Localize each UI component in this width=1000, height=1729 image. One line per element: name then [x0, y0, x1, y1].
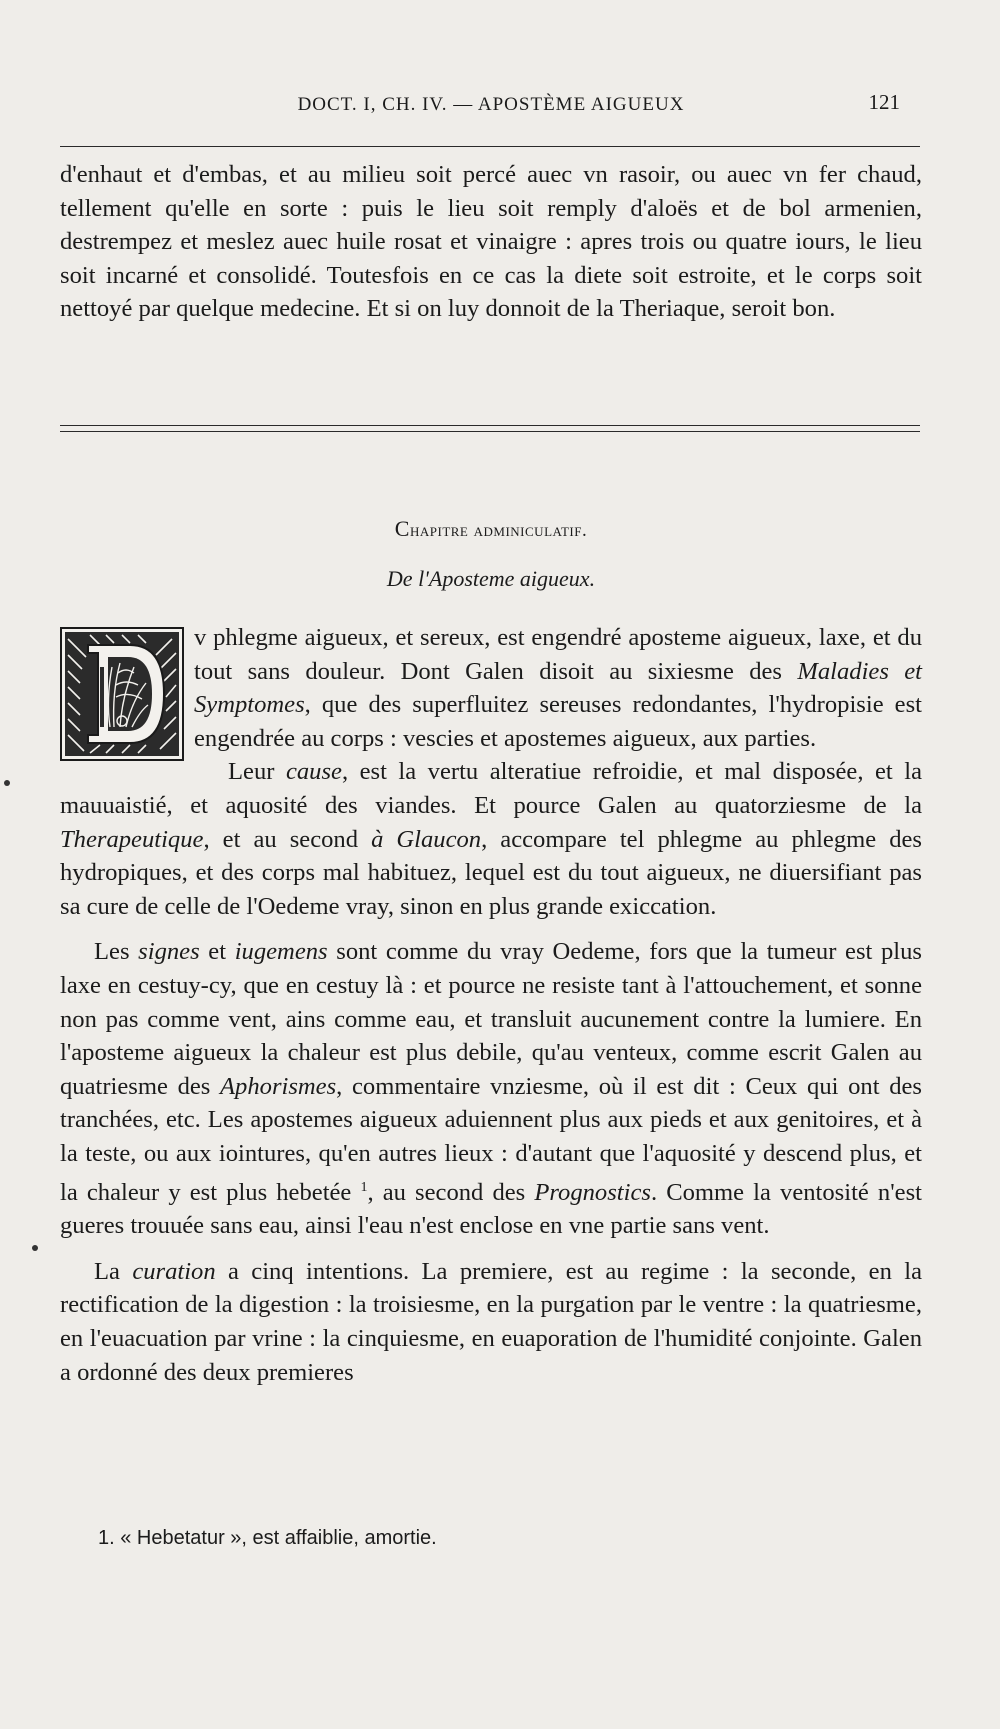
running-head: DOCT. I, CH. IV. — APOSTÈME AIGUEUX: [297, 94, 685, 115]
text-run: La: [94, 1257, 133, 1285]
italic-term: iugemens: [234, 938, 328, 966]
text-run: , et au second: [203, 825, 372, 853]
chapter-subtitle: De l'Aposteme aigueux.: [386, 566, 596, 591]
text-run: , commentaire vnziesme, où il est dit : Ceux qui ont des tranchées, etc. Les apostemes aigueux aduiennent plus aux pieds et aux genitoires, et à la teste, ou aux iointures, qu'en autres lieux : d'autant que l'aquosité y descend plus, et la chaleur y est plus hebetée: [60, 1072, 922, 1206]
margin-mark: [32, 1245, 38, 1251]
italic-title: Maladies et Symptomes: [194, 657, 922, 719]
text-run: . Comme la ventosité n'est gueres trouuée sans eau, ainsi l'eau n'est enclose en vne partie sans vent.: [60, 1178, 922, 1240]
italic-term: signes: [138, 938, 200, 966]
paragraph-du-phlegme: [60, 621, 922, 755]
header-rule: [60, 146, 920, 147]
text-run: a cinq intentions. La premiere, est au regime : la seconde, en la rectification de la digestion : la troisiesme, en la purgation par le ventre : la quatriesme, en l'euacuation par vrine : la cinquiesme, en euaporation de l'humidité conjointe. Galen a ordonné des deux premieres: [60, 1257, 922, 1386]
footnote: 1. « Hebetatur », est affaiblie, amortie.: [98, 1527, 437, 1549]
section-rule: [60, 425, 920, 426]
italic-title: Therapeutique: [60, 825, 204, 853]
margin-mark: [4, 780, 10, 786]
ornamental-dropcap-icon: [60, 627, 184, 761]
italic-term: curation: [132, 1257, 216, 1285]
text-run: Les: [94, 938, 139, 966]
italic-title: Aphorismes: [220, 1072, 337, 1100]
chapter-title: [60, 516, 922, 542]
chapter-text-block: [60, 621, 922, 1389]
section-rule-thin: [60, 431, 920, 432]
paragraph-cause: [60, 755, 922, 923]
paragraph-signes: [60, 935, 922, 1243]
text-run: , que des superfluitez sereuses redondantes, l'hydropisie est engendrée au corps : vescies et apostemes aigueux, aux parties.: [194, 691, 922, 752]
italic-title: Prognostics: [534, 1178, 651, 1206]
text-run: , accompare tel phlegme au phlegme des hydropiques, et des corps mal habituez, lequel est du tout aigueux, ne diuersifiant pas sa cure de celle de l'Oedeme vray, sinon en plus grande exiccation.: [60, 825, 922, 920]
dropcap-letter: [194, 621, 195, 622]
text-run: sont comme du vray Oedeme, fors que la tumeur est plus laxe en cestuy-cy, que en cestuy là : et pource ne resiste tant à l'attouchement, et sonne non pas comme vent, ains comme eau, et transluit aucunement contre la lumiere. En l'aposteme aigueux la chaleur est plus debile, qu'au venteux, comme escrit Galen au quatriesme des: [60, 938, 923, 1100]
text-run: , est la vertu alteratiue refroidie, et mal disposée, et la mauuaistié, et aquosité des viandes. Et pource Galen au quatorziesme de la: [60, 758, 922, 819]
continued-paragraph: d'enhaut et d'embas, et au milieu soit percé auec vn rasoir, ou auec vn fer chaud, tellement qu'elle en sorte : puis le lieu soit remply d'aloës et de bol armenien, destrempez et meslez auec huile rosat et vinaigre : apres trois ou quatre iours, le lieu soit incarné et consolidé. Toutesfois en ce cas la diete soit estroite, et le corps soit nettoyé par quelque medecine. Et si on luy donnoit de la Theriaque, seroit bon.: [60, 161, 922, 323]
chapter-title-initial: C: [394, 516, 410, 541]
continued-text-block: [60, 158, 922, 326]
text-run: , au second des: [367, 1178, 535, 1206]
paragraph-curation: [60, 1255, 922, 1389]
text-run: v phlegme aigueux, et sereux, est engendré aposteme aigueux, laxe, et du tout sans douleur. Dont Galen disoit au sixiesme des: [194, 624, 922, 685]
text-run: et: [199, 938, 235, 966]
italic-term: cause: [285, 758, 342, 786]
chapter-title-rest: hapitre adminiculatif.: [409, 520, 588, 541]
text-run: Leur: [228, 758, 286, 786]
page-number: 121: [868, 90, 900, 114]
italic-title: à Glaucon: [371, 825, 482, 853]
page-header: [60, 90, 922, 126]
footnote-ref: 1: [360, 1179, 368, 1195]
